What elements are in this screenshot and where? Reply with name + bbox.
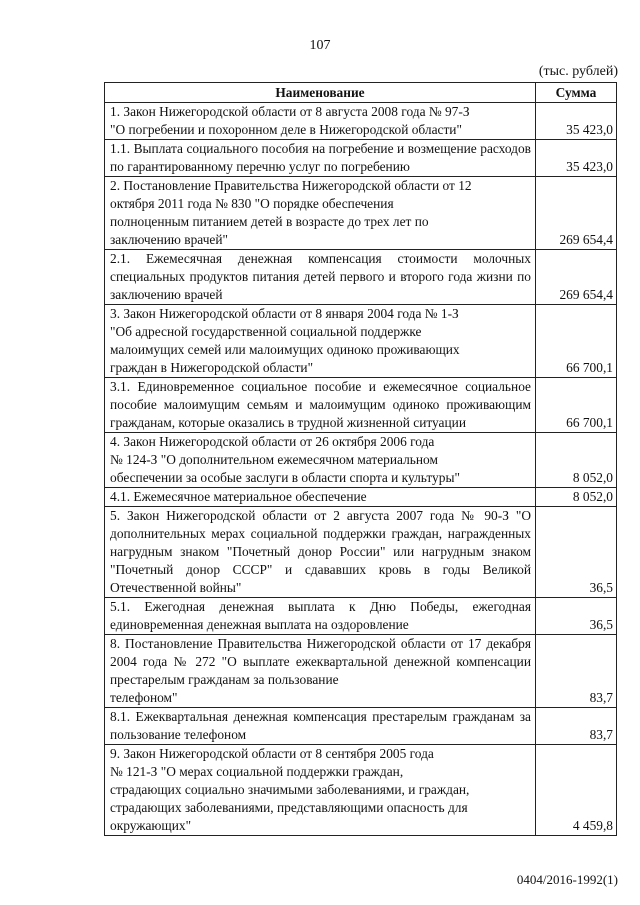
table-row bbox=[105, 103, 617, 140]
table-row bbox=[105, 140, 617, 177]
row-name: 8.1. Ежеквартальная денежная компенсация престарелым гражданам за пользование телефоном bbox=[105, 708, 536, 745]
table-header-row bbox=[105, 83, 617, 103]
document-code: 0404/2016-1992(1) bbox=[516, 872, 618, 887]
page-number: 107 bbox=[309, 38, 331, 53]
table-row bbox=[105, 635, 617, 708]
column-header-name: Наименование bbox=[105, 83, 536, 103]
row-sum: 269 654,4 bbox=[536, 250, 617, 305]
row-sum: 83,7 bbox=[536, 635, 617, 708]
row-name: 2.1. Ежемесячная денежная компенсация стоимости молочных специальных продуктов питания детей первого и второго года жизни по заключению врачей bbox=[105, 250, 536, 305]
row-sum: 8 052,0 bbox=[536, 488, 617, 507]
row-name: 1.1. Выплата социального пособия на погребение и возмещение расходов по гарантированному перечню услуг по погребению bbox=[105, 140, 536, 177]
table-row bbox=[105, 433, 617, 488]
table-row bbox=[105, 305, 617, 378]
table-row bbox=[105, 488, 617, 507]
row-name: 2. Постановление Правительства Нижегородской области от 12 октября 2011 года № 830 "О порядке обеспечения полноценным питанием детей в возрасте до трех лет по заключению врачей" bbox=[105, 177, 536, 250]
row-name: 1. Закон Нижегородской области от 8 августа 2008 года № 97-З "О погребении и похоронном деле в Нижегородской области" bbox=[105, 103, 536, 140]
table-row bbox=[105, 745, 617, 836]
row-sum: 269 654,4 bbox=[536, 177, 617, 250]
table-row bbox=[105, 250, 617, 305]
row-name: 4.1. Ежемесячное материальное обеспечение bbox=[105, 488, 536, 507]
row-name: 5.1. Ежегодная денежная выплата к Дню Победы, ежегодная единовременная денежная выплата на оздоровление bbox=[105, 598, 536, 635]
row-name: 8. Постановление Правительства Нижегородской области от 17 декабря 2004 года № 272 "О выплате ежеквартальной денежной компенсации престарелым гражданам за пользование телефоном" bbox=[105, 635, 536, 708]
row-name: 3.1. Единовременное социальное пособие и ежемесячное социальное пособие малоимущим семьям и малоимущим одиноко проживающим гражданам, которые оказались в трудной жизненной ситуации bbox=[105, 378, 536, 433]
table-row bbox=[105, 598, 617, 635]
row-sum: 8 052,0 bbox=[536, 433, 617, 488]
table-row bbox=[105, 378, 617, 433]
row-sum: 35 423,0 bbox=[536, 140, 617, 177]
row-name: 3. Закон Нижегородской области от 8 января 2004 года № 1-З "Об адресной государственной социальной поддержке малоимущих семей или малоимущих одиноко проживающих граждан в Нижегородской области" bbox=[105, 305, 536, 378]
row-sum: 83,7 bbox=[536, 708, 617, 745]
row-name: 4. Закон Нижегородской области от 26 октября 2006 года № 124-З "О дополнительном ежемесячном материальном обеспечении за особые заслуги в области спорта и культуры" bbox=[105, 433, 536, 488]
row-sum: 36,5 bbox=[536, 507, 617, 598]
column-header-sum: Сумма bbox=[536, 83, 617, 103]
row-name: 9. Закон Нижегородской области от 8 сентября 2005 года № 121-З "О мерах социальной поддержки граждан, страдающих социально значимыми заболеваниями, и граждан, страдающих заболеваниями, представляющими опасность для окружающих" bbox=[105, 745, 536, 836]
row-sum: 66 700,1 bbox=[536, 305, 617, 378]
expenditure-table bbox=[104, 82, 617, 836]
row-sum: 36,5 bbox=[536, 598, 617, 635]
row-sum: 66 700,1 bbox=[536, 378, 617, 433]
row-name: 5. Закон Нижегородской области от 2 августа 2007 года № 90-З "О дополнительных мерах социальной поддержки граждан, награжденных нагрудным знаком "Почетный донор России" или нагрудным знаком "Почетный донор СССР" и сдававших кровь в годы Великой Отечественной войны" bbox=[105, 507, 536, 598]
row-sum: 4 459,8 bbox=[536, 745, 617, 836]
table-row bbox=[105, 507, 617, 598]
units-label: (тыс. рублей) bbox=[538, 64, 618, 79]
row-sum: 35 423,0 bbox=[536, 103, 617, 140]
table-row bbox=[105, 708, 617, 745]
table-row bbox=[105, 177, 617, 250]
